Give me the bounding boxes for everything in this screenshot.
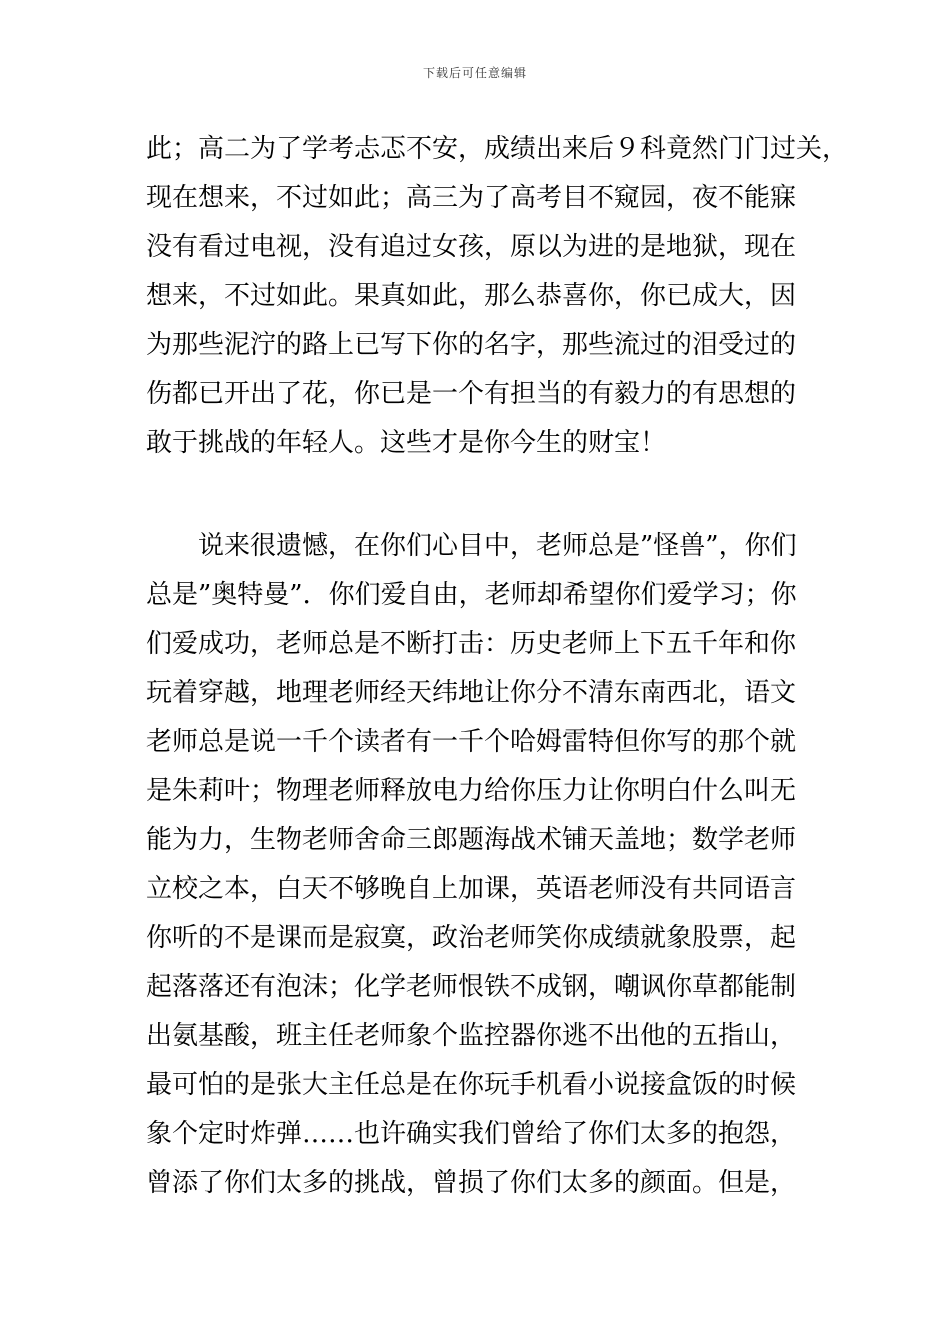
text-line: 想来，不过如此。果真如此，那么恭喜你，你已成大，因 bbox=[146, 281, 797, 311]
text-line: 曾添了你们太多的挑战，曾损了你们太多的颜面。但是， bbox=[146, 1168, 797, 1198]
text-line: 出氨基酸，班主任老师象个监控器你逃不出他的五指山， bbox=[146, 1021, 797, 1051]
text-line: 总是”奥特曼”．你们爱自由，老师却希望你们爱学习；你 bbox=[146, 580, 797, 610]
text-line: 为那些泥泞的路上已写下你的名字，那些流过的泪受过的 bbox=[146, 330, 797, 360]
page-header-note: 下载后可任意编辑 bbox=[422, 66, 527, 80]
text-line: 你听的不是课而是寂寞，政治老师笑你成绩就象股票，起 bbox=[146, 923, 797, 953]
text-line: 立校之本，白天不够晚自上加课，英语老师没有共同语言 bbox=[146, 874, 797, 904]
text-line: 现在想来，不过如此；高三为了高考目不窥园，夜不能寐 bbox=[146, 183, 797, 213]
text-line: 玩着穿越，地理老师经天纬地让你分不清东南西北，语文 bbox=[146, 678, 797, 708]
text-line-first: 说来很遗憾，在你们心目中，老师总是”怪兽”，你们 bbox=[198, 531, 797, 561]
text-line: 没有看过电视，没有追过女孩，原以为进的是地狱，现在 bbox=[146, 232, 797, 262]
text-line: 起落落还有泡沫；化学老师恨铁不成钢，嘲讽你草都能制 bbox=[146, 972, 797, 1002]
text-line: 敢于挑战的年轻人。这些才是你今生的财宝！ bbox=[146, 428, 667, 458]
text-line: 老师总是说一千个读者有一千个哈姆雷特但你写的那个就 bbox=[146, 727, 797, 757]
text-line: 伤都已开出了花，你已是一个有担当的有毅力的有思想的 bbox=[146, 379, 797, 409]
paragraph-1 bbox=[146, 125, 849, 468]
text-line: 能为力，生物老师舍命三郎题海战术铺天盖地；数学老师 bbox=[146, 825, 797, 855]
text-line: 是朱莉叶；物理老师释放电力给你压力让你明白什么叫无 bbox=[146, 776, 797, 806]
text-line: 最可怕的是张大主任总是在你玩手机看小说接盒饭的时候 bbox=[146, 1070, 797, 1100]
text-line: 象个定时炸弹……也许确实我们曾给了你们太多的抱怨， bbox=[146, 1119, 797, 1149]
text-line: 们爱成功，老师总是不断打击：历史老师上下五千年和你 bbox=[146, 629, 797, 659]
text-line: 此；高二为了学考忐忑不安，成绩出来后９科竟然门门过关， bbox=[146, 134, 849, 164]
paragraph-2 bbox=[146, 522, 826, 1208]
